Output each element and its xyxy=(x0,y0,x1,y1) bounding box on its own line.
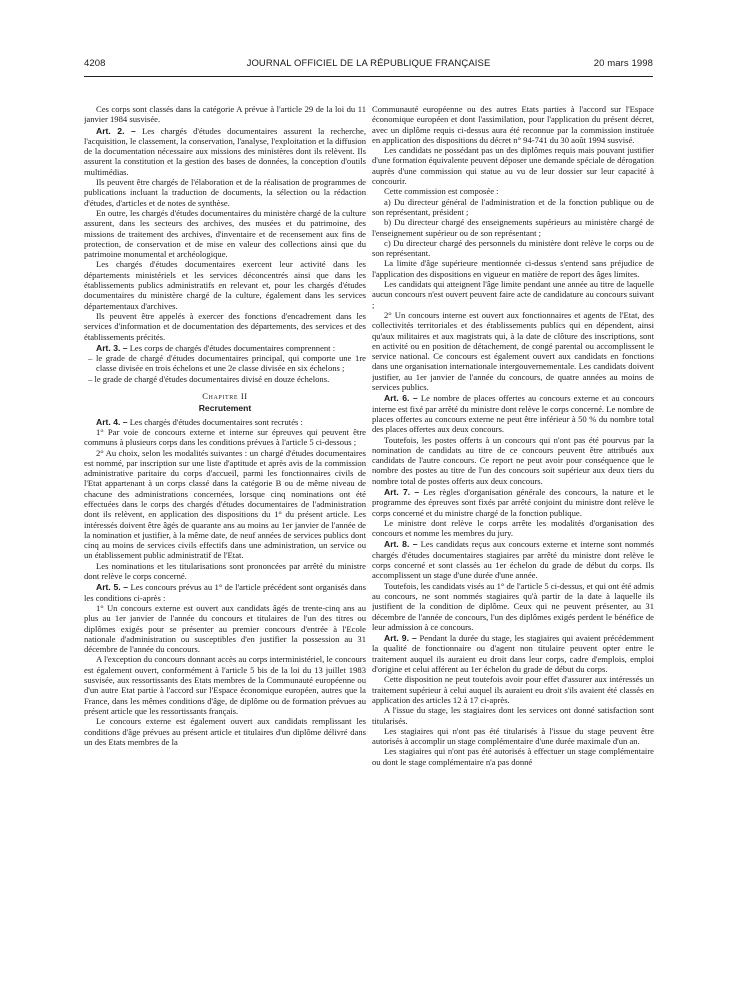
article-label: Art. 2. – xyxy=(96,125,136,136)
article-text: Les candidats reçus aux concours externe et interne sont nommés chargés d'études documentaires stagiaires par arrêté du ministre dont relève le corps concerné et sont classés au 1er échelon du grade de début du corps. Ils accomplissent un stage d'une durée d'une année. xyxy=(372,539,654,581)
paragraph: 1° Par voie de concours externe et interne sur épreuves qui peuvent être communs à plusieurs corps dans les conditions prévues à l'article 5 ci-dessous ; xyxy=(84,426,366,448)
page-header xyxy=(84,58,653,74)
list-item: – le grade de chargé d'études documentaires divisé en douze échelons. xyxy=(84,374,366,384)
article-text: Les chargés d'études documentaires assurent la recherche, l'acquisition, le classement, la conservation, l'analyse, l'exploitation et la diffusion de la documentation nécessaire aux missions des ministères dont ils relèvent. Ils assurent la constitution et la gestion des bases de données, la conception d'outils multimédias. xyxy=(84,125,366,177)
article-8 xyxy=(372,539,654,580)
list-item: – le grade de chargé d'études documentaires principal, qui comporte une 1re classe divisée en trois échelons et une 2e classe divisée en six échelons ; xyxy=(84,353,366,374)
article-text: Le nombre de places offertes au concours externe et au concours interne est fixé par arrêté du ministre dont relève le corps concerné. Le nombre de places offertes au concours externe ne peut être inférieur à 50 % du nombre total des places offertes aux deux concours. xyxy=(372,393,654,435)
article-text: Les concours prévus au 1° de l'article précédent sont organisés dans les conditions ci-après : xyxy=(84,582,366,603)
article-2 xyxy=(84,126,366,177)
article-label: Art. 6. – xyxy=(384,393,418,404)
article-label: Art. 9. – xyxy=(384,633,417,644)
article-label: Art. 4. – xyxy=(96,416,128,427)
paragraph: A l'exception du concours donnant accès au corps interministériel, le concours est également ouvert, conformément à l'article 5 bis de la loi du 13 juillet 1983 susvisée, aux ressortissants des Etats membres de la Communauté européenne ou d'un autre Etat partie à l'accord sur l'Espace économique européen, autres que la France, dans les mêmes conditions d'âge, de diplôme ou de formation prévues au présent article que les ressortissants français. xyxy=(84,654,366,716)
paragraph: Les stagiaires qui n'ont pas été autorisés à effectuer un stage complémentaire ou dont le stage complémentaire n'a pas donné xyxy=(372,746,654,767)
right-column xyxy=(372,104,654,974)
paragraph: La limite d'âge supérieure mentionnée ci-dessus s'entend sans préjudice de l'application des dispositions en vigueur en matière de report des âges limites. xyxy=(372,258,654,279)
grade-list xyxy=(84,353,366,384)
article-text: Les corps de chargés d'études documentaires comprennent : xyxy=(129,342,336,353)
paragraph: Cette disposition ne peut toutefois avoir pour effet d'assurer aux intéressés un traitement supérieur à celui auquel ils auraient eu droit s'ils avaient été classés en application des articles 12 à 17 ci-après. xyxy=(372,674,654,705)
paragraph: 2° Au choix, selon les modalités suivantes : un chargé d'études documentaires est nommé, par inscription sur une liste d'aptitude et après avis de la commission administrative paritaire du corps d'accueil, parmi les fonctionnaires civils de l'Etat appartenant à un corps classé dans la catégorie B ou de même niveau de chacune des administrations concernées, lorsque cinq nominations ont été effectuées dans le corps des chargés d'études documentaires de l'administration dont ils relèvent, en application des dispositions du 1° du présent article. Les intéressés doivent être âgés de quarante ans au moins au 1er janvier de l'année de la nomination et justifier, à la même date, de neuf années de services publics dont cinq au moins de services civils effectifs dans une administration, un service ou un établissement public administratif de l'Etat. xyxy=(84,447,366,561)
paragraph: Le ministre dont relève le corps arrête les modalités d'organisation des concours et nomme les membres du jury. xyxy=(372,517,654,539)
article-4 xyxy=(84,417,366,427)
paragraph: Toutefois, les candidats visés au 1° de l'article 5 ci-dessus, et qui ont été admis au concours, ne sont nommés stagiaires qu'à partir de la date à laquelle ils justifient de la condition de diplôme. Ceux qui ne peuvent présenter, au 31 décembre de l'année de concours, l'un des diplômes exigés perdent le bénéfice de leur admission à ce concours. xyxy=(372,580,654,632)
section-heading: Recrutement xyxy=(198,403,252,414)
article-9 xyxy=(372,633,654,674)
paragraph: Les stagiaires qui n'ont pas été titularisés à l'issue du stage peuvent être autorisés à accomplir un stage complémentaire d'une durée maximale d'un an. xyxy=(372,725,654,747)
article-text: Pendant la durée du stage, les stagiaires qui avaient précédemment la qualité de fonctionnaire ou d'agent non titulaire peuvent opter entre le traitement auquel ils auraient eu droit dans leur corps, cadre d'emplois, emploi d'origine et celui afférent au 1er échelon du grade de début du corps. xyxy=(372,633,654,675)
publication-date: 20 mars 1998 xyxy=(593,58,653,69)
left-column xyxy=(84,104,366,974)
paragraph: Ces corps sont classés dans la catégorie A prévue à l'article 29 de la loi du 11 janvier 1984 susvisée. xyxy=(84,104,366,125)
paragraph: Les nominations et les titularisations sont prononcées par arrêté du ministre dont relève le corps concerné. xyxy=(84,560,366,582)
paragraph: Communauté européenne ou des autres Etats parties à l'accord sur l'Espace économique européen et dont l'assimilation, pour l'application du présent décret, avec un diplôme requis ci-dessus aura été reconnue par la commission instituée en application des dispositions du décret n° 94-741 du 30 août 1994 susvisé. xyxy=(372,104,654,145)
article-5 xyxy=(84,582,366,603)
article-label: Art. 8. – xyxy=(384,539,418,550)
paragraph: b) Du directeur chargé des enseignements supérieurs au ministère chargé de l'enseignement supérieur ou de son représentant ; xyxy=(372,217,654,238)
article-label: Art. 3. – xyxy=(96,342,128,353)
paragraph: A l'issue du stage, les stagiaires dont les services ont donné satisfaction sont titularisés. xyxy=(372,705,654,726)
journal-title: JOURNAL OFFICIEL DE LA RÉPUBLIQUE FRANÇAISE xyxy=(246,58,491,69)
paragraph: Les candidats ne possédant pas un des diplômes requis mais pouvant justifier d'une formation équivalente peuvent déposer une demande spéciale de dérogation auprès d'une commission qui statue au vu de leur dossier sur leur capacité à concourir. xyxy=(372,145,654,187)
paragraph: Le concours externe est également ouvert aux candidats remplissant les conditions d'âge prévues au présent article et titulaires d'un diplôme délivré dans un des Etats membres de la xyxy=(84,716,366,747)
paragraph: Les chargés d'études documentaires exercent leur activité dans les départements ministériels et les services déconcentrés ainsi que dans les établissements publics administratifs en relevant et, pour les chargés d'études documentaires du ministère chargé de la culture, également dans les services départementaux d'archives. xyxy=(84,259,366,311)
chapter-heading: Chapitre II xyxy=(202,391,248,402)
article-label: Art. 7. – xyxy=(384,486,420,497)
article-text: Les règles d'organisation générale des concours, la nature et le programme des épreuves sont fixés par arrêté conjoint du ministre dont relève le corps concerné et du ministre chargé de la fonction publique. xyxy=(372,486,654,518)
header-rule xyxy=(84,76,653,77)
paragraph: a) Du directeur général de l'administration et de la fonction publique ou de son représentant, président ; xyxy=(372,196,654,217)
article-3 xyxy=(84,343,366,353)
paragraph: Toutefois, les postes offerts à un concours qui n'ont pas été pourvus par la nomination de candidats au titre de ce concours peuvent être attribués aux candidats de l'autre concours. Ce report ne peut avoir pour conséquence que le nombre des postes au titre de l'un des concours soit supérieur aux deux tiers du nombre total de postes offerts aux deux concours. xyxy=(372,434,654,486)
paragraph: Ils peuvent être chargés de l'élaboration et de la réalisation de programmes de publications incluant la traduction de documents, la sélection ou la rédaction d'études, d'articles et de notes de synthèse. xyxy=(84,177,366,208)
article-text: Les chargés d'études documentaires sont recrutés : xyxy=(129,416,303,427)
article-7 xyxy=(372,487,654,518)
paragraph: c) Du directeur chargé des personnels du ministère dont relève le corps ou de son représentant. xyxy=(372,237,654,259)
paragraph: 1° Un concours externe est ouvert aux candidats âgés de trente-cinq ans au plus au 1er janvier de l'année du concours et titulaires de l'un des titres ou diplômes exigés pour se présenter au premier concours d'entrée à l'Ecole nationale d'administration ou susceptibles d'en justifier la possession au 31 décembre de l'année du concours. xyxy=(84,602,366,655)
paragraph: Cette commission est composée : xyxy=(384,186,499,197)
page-number: 4208 xyxy=(84,58,106,69)
article-label: Art. 5. – xyxy=(96,582,129,593)
article-6 xyxy=(372,393,654,434)
paragraph: Les candidats qui atteignent l'âge limite pendant une année au titre de laquelle aucun concours n'est ouvert peuvent faire acte de candidature au concours suivant ; xyxy=(372,279,654,310)
paragraph: 2° Un concours interne est ouvert aux fonctionnaires et agents de l'Etat, des collectivités territoriales et des établissements publics qui en dépendent, ainsi qu'aux militaires et aux magistrats qui, à la date de clôture des inscriptions, sont en activité ou en position de détachement, de congé parental ou accomplissent le service national. Ce concours est également ouvert aux candidats en fonctions dans une organisation internationale intergouvernementale. Les candidats doivent justifier, au 1er janvier de l'année du concours, de quatre années au moins de services publics. xyxy=(372,309,654,393)
paragraph: Ils peuvent être appelés à exercer des fonctions d'encadrement dans les services d'information et de documentation des départements, des services et des établissements précités. xyxy=(84,310,366,342)
paragraph: En outre, les chargés d'études documentaires du ministère chargé de la culture assurent, dans les secteurs des archives, des musées et du patrimoine, des missions de traitement des archives, d'inventaire et de recensement aux fins de protection, de conservation et de mise en valeur des collections ainsi que du patrimoine monumental et archéologique. xyxy=(84,207,366,260)
